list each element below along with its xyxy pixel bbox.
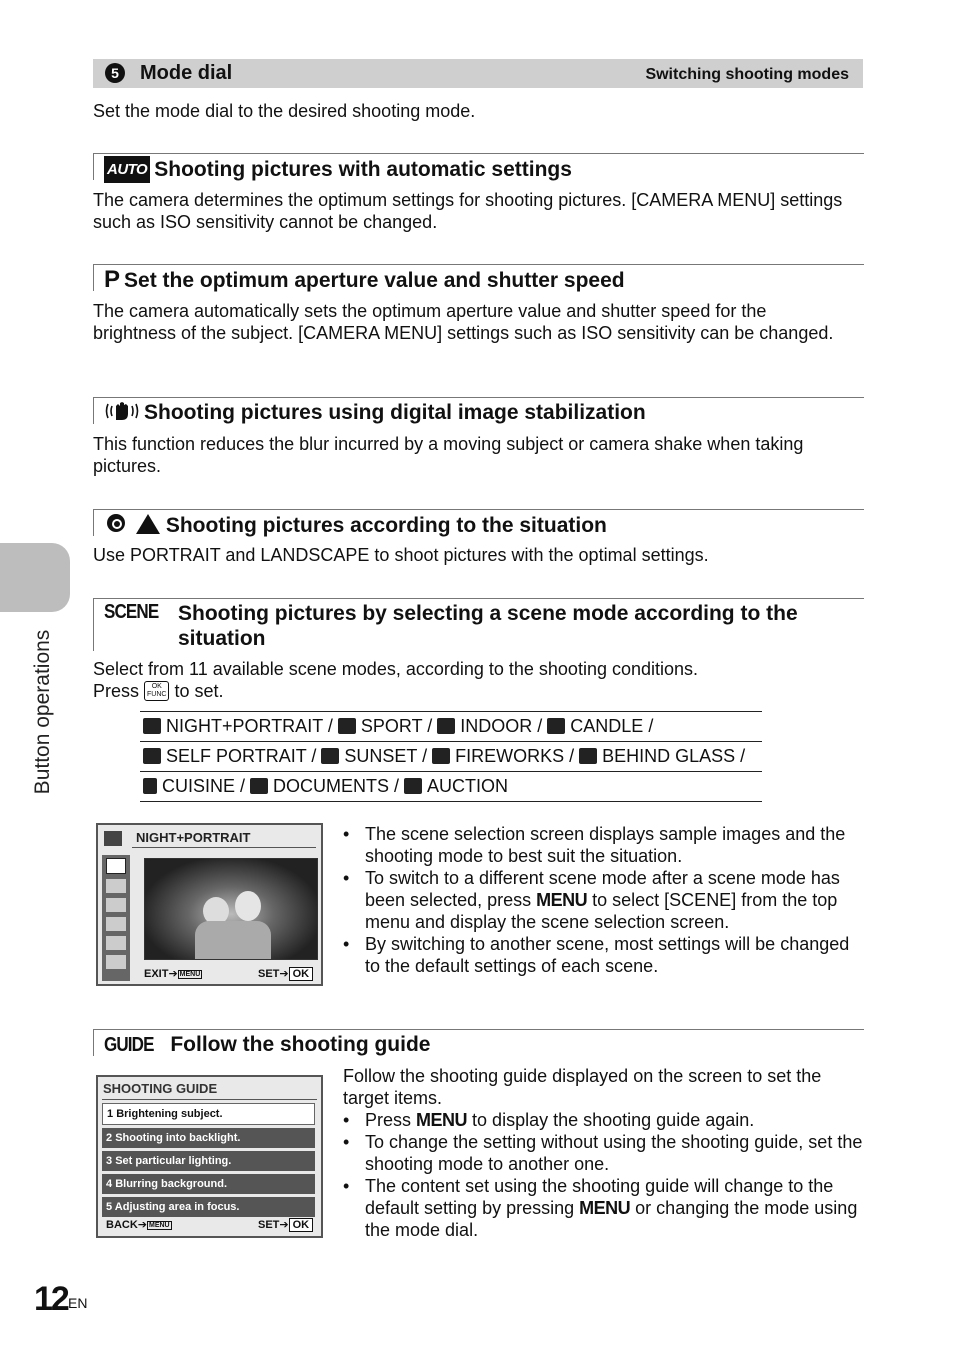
scene-section-title-line2: situation	[178, 627, 266, 650]
back-hint: BACK➔ MENU	[106, 1219, 170, 1231]
list-item: • To change the setting without using the shooting guide, set the shooting mode to another one.	[343, 1131, 863, 1175]
scene-mode-icon: SCENE	[104, 601, 159, 623]
behind-glass-icon	[579, 748, 597, 764]
ok-button-icon: OK	[289, 967, 314, 981]
mode-dial-header	[93, 59, 863, 88]
press-text: Press	[93, 681, 140, 701]
menu-button-icon: MENU	[149, 1222, 170, 1229]
auction-icon	[404, 778, 422, 794]
scene-notes	[343, 823, 863, 977]
scene-thumb-icon[interactable]	[106, 898, 126, 912]
scene-thumb-icon[interactable]	[106, 917, 126, 931]
scene-list-row: CUISINE / DOCUMENTS / AUCTION	[140, 771, 762, 802]
guide-section-title: Follow the shooting guide	[170, 1033, 431, 1056]
mode-dial-title: Mode dial	[140, 62, 233, 84]
header-subtitle: Switching shooting modes	[645, 66, 849, 83]
scene-section-title-line1: Shooting pictures by selecting a scene mode according to the	[178, 602, 798, 625]
section-number-badge: 5	[105, 63, 125, 83]
p-section-title: Set the optimum aperture value and shutter speed	[124, 269, 625, 292]
list-item: • To switch to a different scene mode after a scene mode has been selected, press MENU to select [SCENE] from the top menu and display the scene selection screen.	[343, 867, 863, 933]
auto-section-body: The camera determines the optimum settings for shooting pictures. [CAMERA MENU] settings such as ISO sensitivity cannot be changed.	[93, 190, 843, 232]
self-portrait-icon	[143, 748, 161, 764]
night-portrait-icon	[104, 831, 122, 846]
dis-section-title: Shooting pictures using digital image stabilization	[144, 401, 646, 424]
list-item: • Press MENU to display the shooting guide again.	[343, 1109, 863, 1131]
auto-section-title: Shooting pictures with automatic settings	[154, 158, 572, 181]
portrait-icon	[104, 512, 128, 536]
landscape-icon	[134, 512, 162, 536]
menu-button-label: MENU	[536, 890, 588, 910]
screen-title: NIGHT+PORTRAIT	[136, 830, 251, 845]
sunset-icon	[321, 748, 339, 764]
scene-thumb-icon[interactable]	[106, 879, 126, 893]
night-portrait-icon	[143, 718, 161, 734]
screen-title: SHOOTING GUIDE	[103, 1081, 218, 1096]
documents-icon	[250, 778, 268, 794]
chapter-label: Button operations	[31, 629, 54, 795]
fireworks-icon	[432, 748, 450, 764]
situation-section-header	[93, 509, 864, 536]
scene-selection-screen	[96, 823, 323, 986]
cuisine-icon	[143, 778, 157, 794]
list-item: • The content set using the shooting guide will change to the default setting by pressing MENU or changing the mode using the mode dial.	[343, 1175, 863, 1241]
mode-dial-description: Set the mode dial to the desired shooting mode.	[93, 101, 476, 121]
menu-button-label: MENU	[416, 1110, 468, 1130]
sample-photo	[144, 858, 318, 960]
menu-button-icon: MENU	[179, 971, 201, 978]
scene-section-header	[93, 598, 864, 651]
to-set-text: to set.	[174, 681, 224, 701]
menu-button-label: MENU	[579, 1198, 631, 1218]
ok-button-icon: OK	[289, 1218, 314, 1232]
hand-stabilization-icon	[104, 400, 140, 422]
guide-item[interactable]: 2 Shooting into backlight.	[102, 1128, 315, 1148]
scene-list-row: SELF PORTRAIT / SUNSET / FIREWORKS / BEHIND GLASS /	[140, 741, 762, 771]
scene-thumb-icon[interactable]	[106, 955, 126, 969]
auto-mode-icon: AUTO	[104, 156, 150, 183]
ok-func-button-icon: OK FUNC	[144, 681, 169, 701]
scene-thumb-icon[interactable]	[106, 858, 126, 874]
indoor-icon	[437, 718, 455, 734]
candle-icon	[547, 718, 565, 734]
guide-item[interactable]: 1 Brightening subject.	[102, 1103, 315, 1125]
list-item: • The scene selection screen displays sample images and the shooting mode to best suit the situation.	[343, 823, 863, 867]
dis-section-body: This function reduces the blur incurred by a moving subject or camera shake when taking pictures.	[93, 434, 804, 476]
dis-section-header	[93, 397, 864, 424]
scene-thumb-icon[interactable]	[106, 936, 126, 950]
set-hint: SET➔ OK	[258, 1218, 313, 1232]
scene-section-body: Select from 11 available scene modes, according to the shooting conditions.	[93, 659, 699, 679]
p-section-header	[93, 264, 864, 291]
auto-section-header	[93, 153, 864, 180]
guide-item[interactable]: 3 Set particular lighting.	[102, 1151, 315, 1171]
guide-item[interactable]: 5 Adjusting area in focus.	[102, 1197, 315, 1217]
guide-notes	[343, 1065, 863, 1241]
guide-mode-icon: GUIDE	[104, 1034, 154, 1056]
scene-list-row: NIGHT+PORTRAIT / SPORT / INDOOR / CANDLE /	[140, 711, 762, 741]
scene-press-line	[93, 680, 224, 702]
situation-section-body: Use PORTRAIT and LANDSCAPE to shoot pictures with the optimal settings.	[93, 545, 709, 565]
list-item: • By switching to another scene, most settings will be changed to the default settings of each scene.	[343, 933, 863, 977]
scene-mode-list	[140, 711, 762, 802]
set-hint: SET➔ OK	[258, 967, 313, 981]
page-number: 12	[34, 1280, 68, 1318]
exit-hint: EXIT➔ MENU	[144, 968, 201, 980]
sport-icon	[338, 718, 356, 734]
guide-intro: Follow the shooting guide displayed on the screen to set the target items.	[343, 1066, 822, 1108]
language-code: EN	[68, 1295, 88, 1311]
p-mode-icon: P	[104, 266, 121, 293]
scene-icon-column	[102, 855, 130, 981]
shooting-guide-screen	[96, 1075, 323, 1238]
guide-item[interactable]: 4 Blurring background.	[102, 1174, 315, 1194]
p-section-body: The camera automatically sets the optimum aperture value and shutter speed for the brightness of the subject. [CAMERA MENU] settings such as ISO sensitivity can be changed.	[93, 301, 834, 343]
situation-section-title: Shooting pictures according to the situation	[165, 514, 607, 537]
guide-section-header	[93, 1029, 864, 1056]
